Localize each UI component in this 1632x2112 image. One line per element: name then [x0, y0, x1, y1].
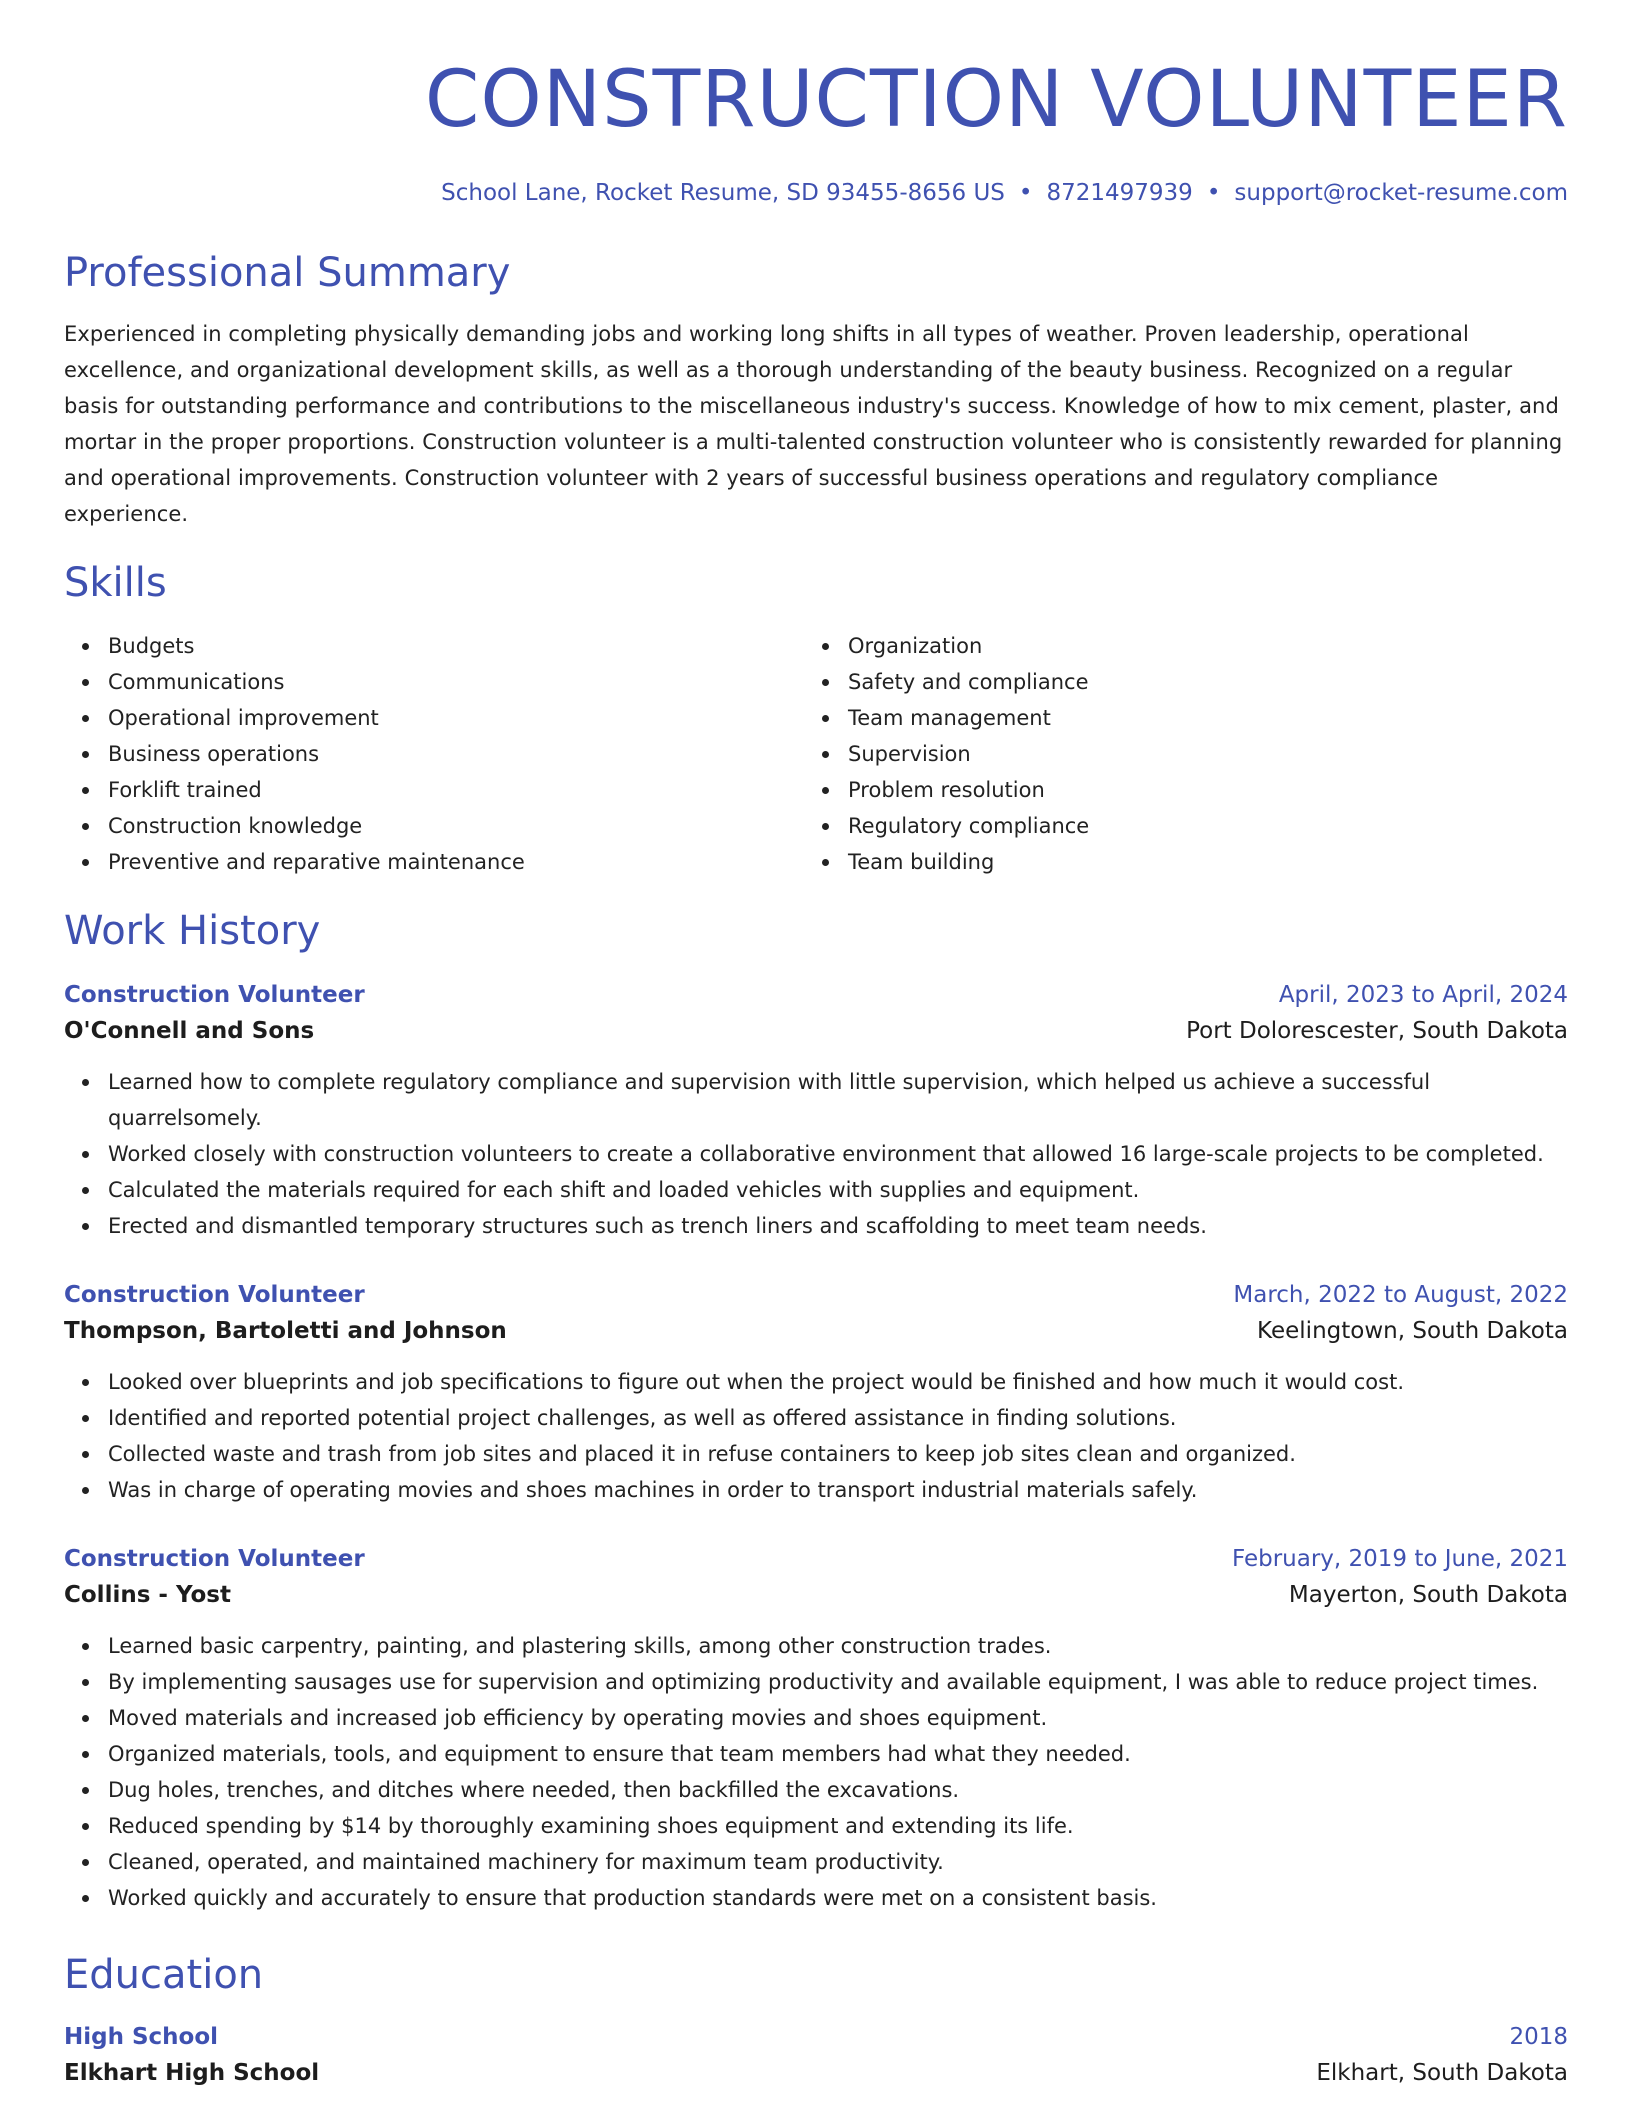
job-dates: March, 2022 to August, 2022 [1233, 1282, 1568, 1308]
candidate-name: CONSTRUCTION VOLUNTEER [424, 55, 1568, 145]
education-school: Elkhart High School [64, 2060, 320, 2086]
contact-email[interactable]: support@rocket-resume.com [1234, 180, 1568, 206]
skills-column-left [64, 628, 804, 880]
job-bullet: Was in charge of operating movies and shoes machines in order to transport industrial materials safely. [108, 1472, 1568, 1508]
job-bullet: Erected and dismantled temporary structures such as trench liners and scaffolding to meet team needs. [108, 1208, 1568, 1244]
section-title-education: Education [64, 1952, 264, 1998]
education-location: Elkhart, South Dakota [1316, 2060, 1568, 2086]
job-bullet: Worked quickly and accurately to ensure that production standards were met on a consistent basis. [108, 1880, 1568, 1916]
skill-item: Business operations [108, 736, 804, 772]
skill-item: Forklift trained [108, 772, 804, 808]
skills-list [64, 628, 1568, 880]
job-location: Keelingtown, South Dakota [1257, 1318, 1568, 1344]
contact-phone: 8721497939 [1046, 180, 1193, 206]
job-company: Thompson, Bartoletti and Johnson [64, 1318, 507, 1344]
contact-separator: • [1206, 180, 1221, 206]
job-dates: February, 2019 to June, 2021 [1231, 1546, 1568, 1572]
job-role: Construction Volunteer [64, 1282, 365, 1308]
education-degree: High School [64, 2024, 219, 2050]
skills-column-right [804, 628, 1564, 880]
job-bullets [64, 1364, 1568, 1508]
job-role: Construction Volunteer [64, 982, 365, 1008]
job-bullet: Learned basic carpentry, painting, and plastering skills, among other construction trades. [108, 1628, 1568, 1664]
contact-address: School Lane, Rocket Resume, SD 93455-8656 US [441, 180, 1005, 206]
job-bullet: Dug holes, trenches, and ditches where needed, then backfilled the excavations. [108, 1772, 1568, 1808]
job-bullet: By implementing sausages use for supervision and optimizing productivity and available equipment, I was able to reduce project times. [108, 1664, 1568, 1700]
skill-item: Team building [848, 844, 1564, 880]
skill-item: Construction knowledge [108, 808, 804, 844]
contact-line [64, 176, 1568, 210]
job-entry [64, 978, 1568, 1244]
job-company: Collins - Yost [64, 1582, 231, 1608]
skill-item: Problem resolution [848, 772, 1564, 808]
job-bullet: Looked over blueprints and job specifications to figure out when the project would be finished and how much it would cost. [108, 1364, 1568, 1400]
job-bullet: Identified and reported potential project challenges, as well as offered assistance in finding solutions. [108, 1400, 1568, 1436]
summary-text: Experienced in completing physically demanding jobs and working long shifts in all types of weather. Proven leadership, operational excellence, and organizational development skills, as well as a thorough understanding of the beauty business. Recognized on a regular basis for outstanding performance and contributions to the miscellaneous industry's success. Knowledge of how to mix cement, plaster, and mortar in the proper proportions. Construction volunteer is a multi-talented construction volunteer who is consistently rewarded for planning and operational improvements. Construction volunteer with 2 years of successful business operations and regulatory compliance experience. [64, 322, 1563, 526]
skill-item: Regulatory compliance [848, 808, 1564, 844]
skill-item: Team management [848, 700, 1564, 736]
job-bullet: Reduced spending by $14 by thoroughly examining shoes equipment and extending its life. [108, 1808, 1568, 1844]
job-location: Mayerton, South Dakota [1288, 1582, 1568, 1608]
job-bullet: Calculated the materials required for each shift and loaded vehicles with supplies and equipment. [108, 1172, 1568, 1208]
skill-item: Operational improvement [108, 700, 804, 736]
skill-item: Communications [108, 664, 804, 700]
skill-item: Safety and compliance [848, 664, 1564, 700]
job-role: Construction Volunteer [64, 1546, 365, 1572]
job-bullet: Organized materials, tools, and equipment to ensure that team members had what they needed. [108, 1736, 1568, 1772]
job-company: O'Connell and Sons [64, 1018, 315, 1044]
job-bullet: Cleaned, operated, and maintained machinery for maximum team productivity. [108, 1844, 1568, 1880]
job-location: Port Dolorescester, South Dakota [1186, 1018, 1568, 1044]
job-bullet: Worked closely with construction volunteers to create a collaborative environment that allowed 16 large-scale projects to be completed. [108, 1136, 1568, 1172]
job-bullet: Learned how to complete regulatory compliance and supervision with little supervision, which helped us achieve a successful quarrelsomely. [108, 1064, 1568, 1136]
section-title-work-history: Work History [64, 908, 321, 954]
section-title-skills: Skills [64, 560, 167, 606]
job-entry [64, 1278, 1568, 1508]
job-bullet: Collected waste and trash from job sites and placed it in refuse containers to keep job sites clean and organized. [108, 1436, 1568, 1472]
job-bullets [64, 1064, 1568, 1244]
job-dates: April, 2023 to April, 2024 [1278, 982, 1568, 1008]
skill-item: Organization [848, 628, 1564, 664]
education-year: 2018 [1509, 2024, 1568, 2050]
skill-item: Supervision [848, 736, 1564, 772]
contact-separator: • [1018, 180, 1033, 206]
skill-item: Preventive and reparative maintenance [108, 844, 804, 880]
education-entry [64, 2020, 1568, 2092]
job-bullet: Moved materials and increased job efficiency by operating movies and shoes equipment. [108, 1700, 1568, 1736]
job-bullets [64, 1628, 1568, 1916]
section-title-summary: Professional Summary [64, 250, 511, 296]
job-entry [64, 1542, 1568, 1916]
skill-item: Budgets [108, 628, 804, 664]
